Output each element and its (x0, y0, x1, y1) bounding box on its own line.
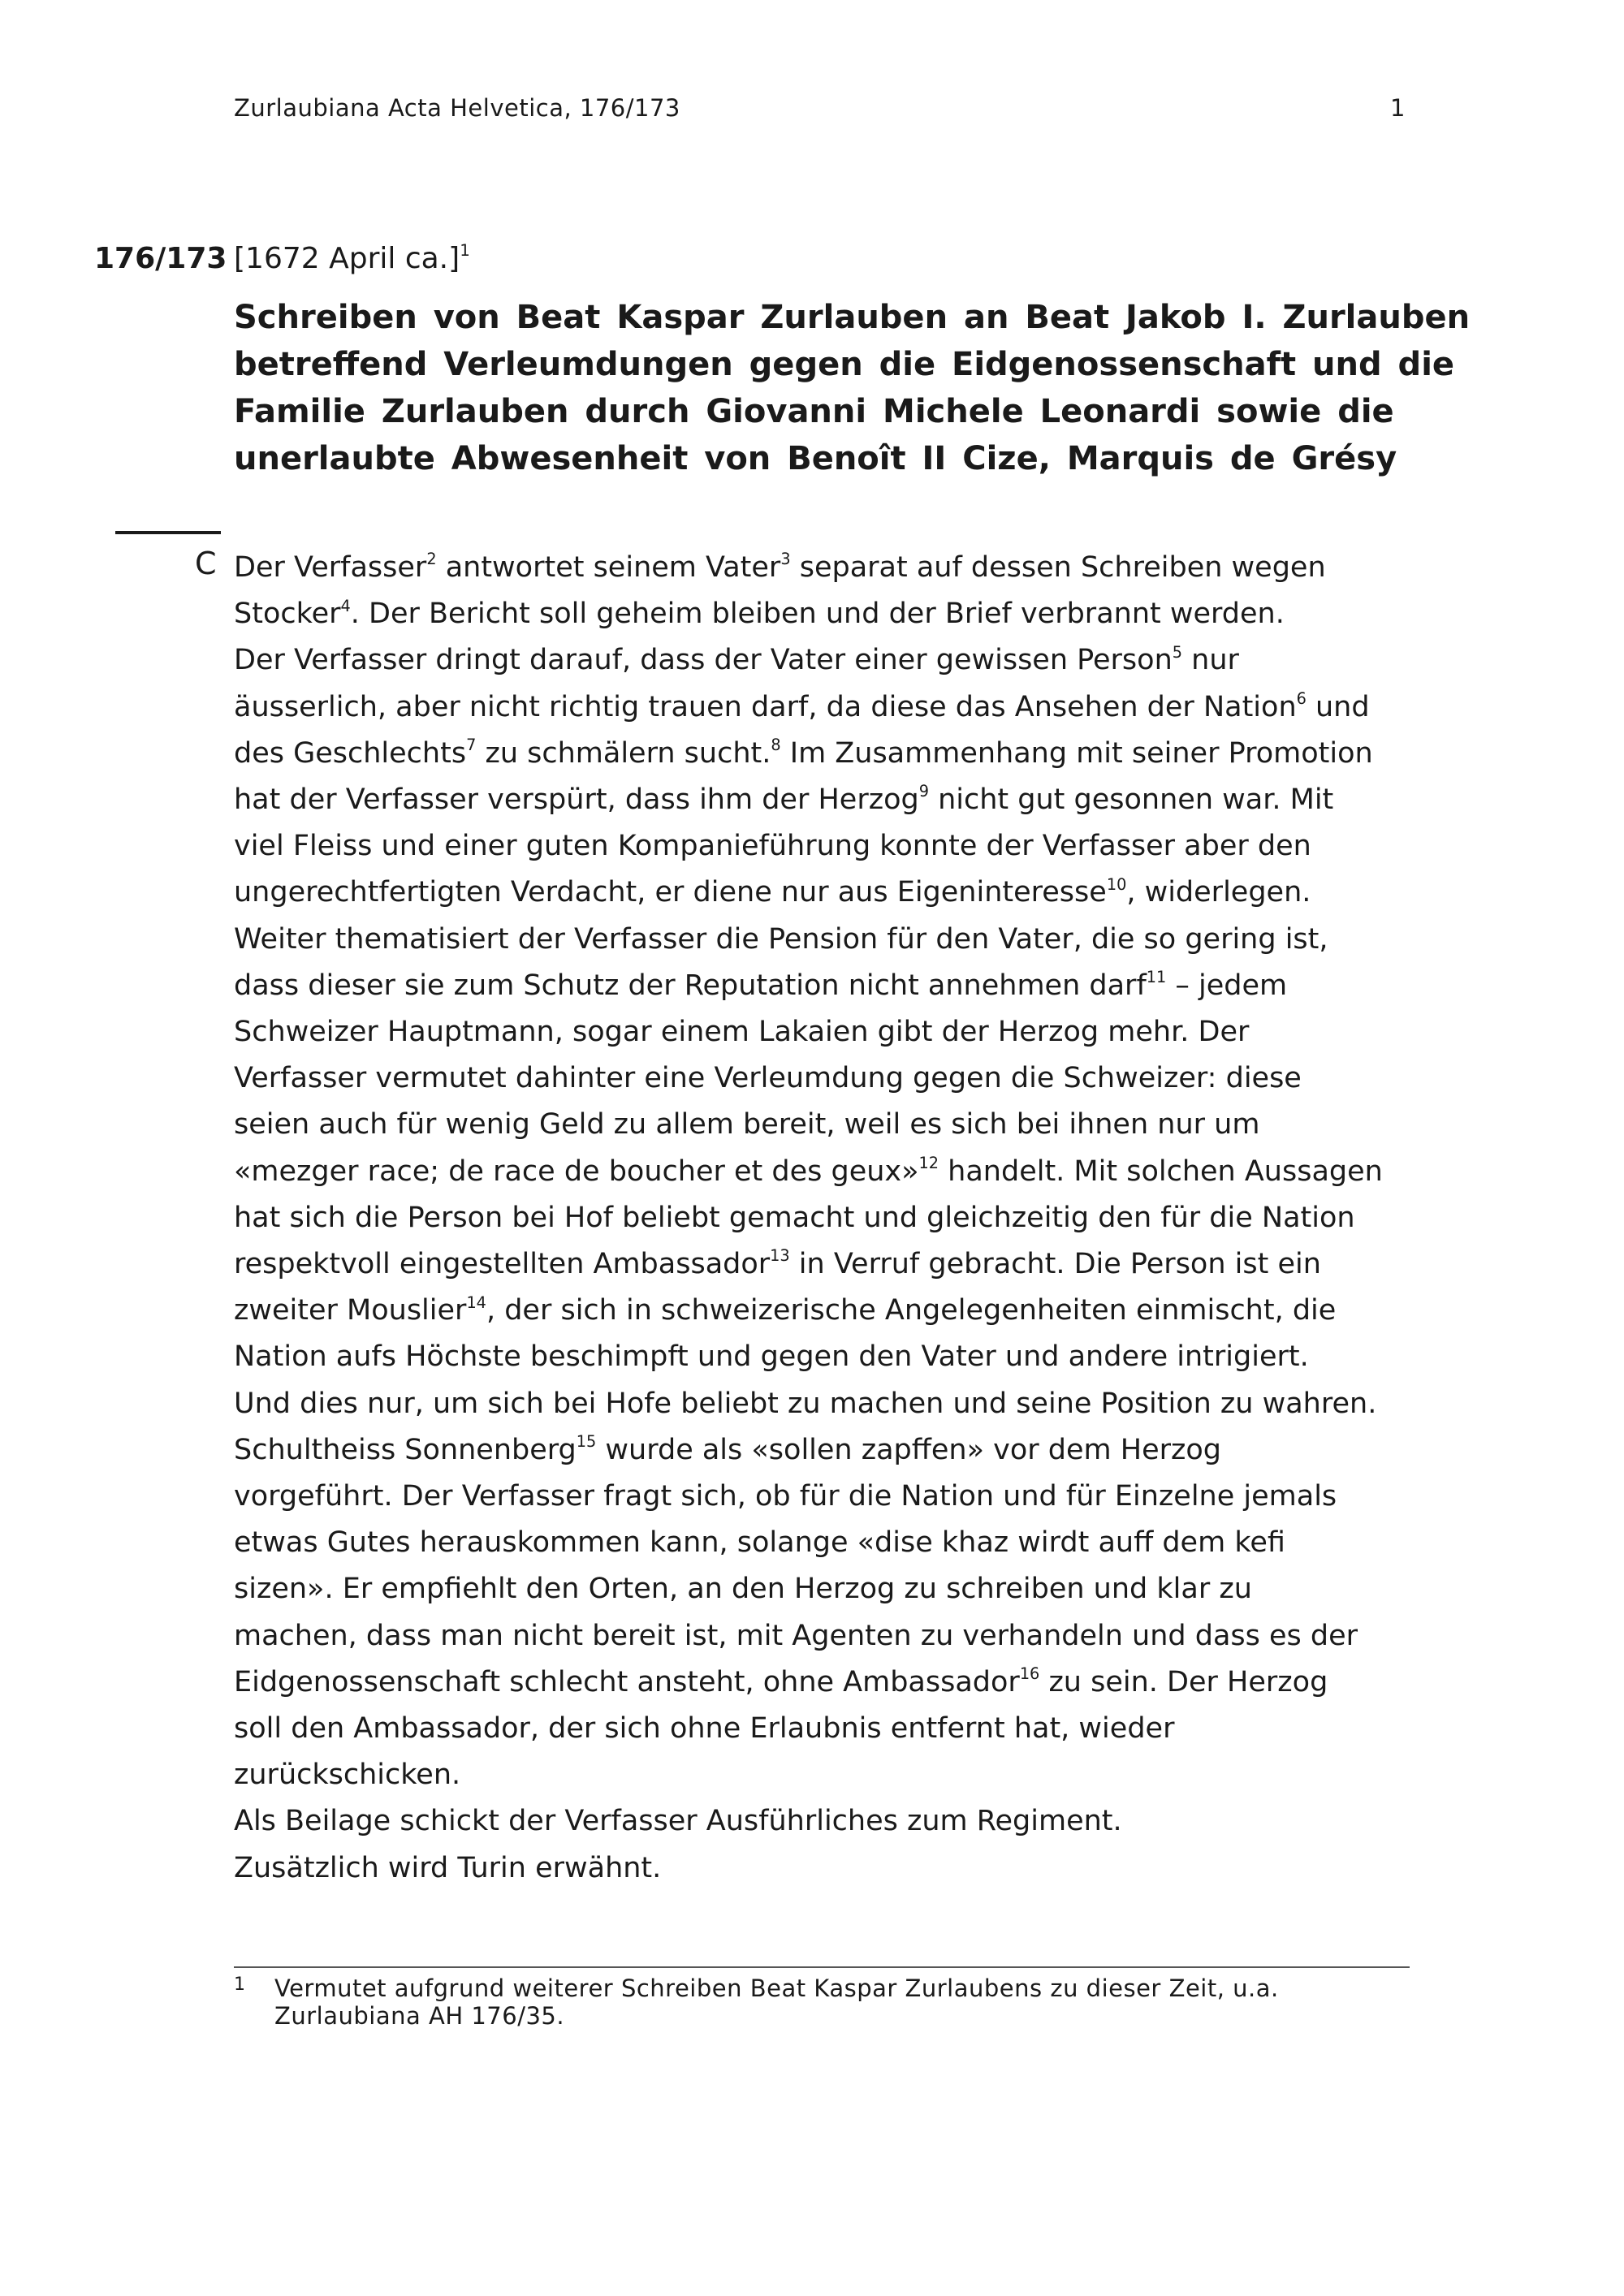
footnote-mark: 1 (234, 1974, 245, 1995)
body-line (234, 1055, 1419, 1102)
footnote-reference[interactable]: 1 (460, 241, 470, 261)
footnote-reference[interactable]: 16 (1019, 1664, 1040, 1684)
section-marker: C (195, 546, 217, 581)
title-line: unerlaubte Abwesenheit von Benoît II Cize, Marquis de Grésy (234, 440, 1397, 477)
body-line (234, 591, 1419, 637)
body-line (234, 1659, 1419, 1706)
body-line (234, 917, 1419, 963)
footnote-text (274, 1974, 1411, 2030)
body-line (234, 870, 1419, 916)
body-line (234, 1102, 1419, 1148)
body-line (234, 1288, 1419, 1334)
title-line: Schreiben von Beat Kaspar Zurlauben an Beat Jakob I. Zurlauben (234, 299, 1471, 336)
footnote-reference[interactable]: 13 (770, 1246, 790, 1266)
body-text-segment: Der Verfasser (234, 551, 427, 584)
body-text-segment: Und dies nur, um sich bei Hofe beliebt zu machen und seine Position zu wahren. (234, 1387, 1377, 1420)
body-line (234, 1009, 1419, 1055)
body-text-segment: «mezger race; de race de boucher et des geux» (234, 1154, 919, 1188)
body-text-segment: Verfasser vermutet dahinter eine Verleumdung gegen die Schweizer: diese (234, 1062, 1302, 1095)
body-line (234, 1474, 1419, 1520)
section-divider (115, 531, 221, 534)
body-text-segment: handelt. Mit solchen Aussagen (939, 1154, 1383, 1188)
body-text-segment: seien auch für wenig Geld zu allem bereit, weil es sich bei ihnen nur um (234, 1108, 1260, 1142)
body-line (234, 963, 1419, 1009)
body-line (234, 1706, 1419, 1752)
body-text-segment: Als Beilage schickt der Verfasser Ausführliches zum Regiment. (234, 1805, 1122, 1838)
body-text-segment: Eidgenossenschaft schlecht ansteht, ohne Ambassador (234, 1665, 1020, 1698)
footnote-reference[interactable]: 4 (340, 596, 351, 615)
entry-date (234, 242, 470, 275)
body-text-segment: in Verruf gebracht. Die Person ist ein (789, 1248, 1321, 1281)
footnote-reference[interactable]: 2 (426, 550, 437, 569)
body-text-segment: etwas Gutes herauskommen kann, solange «dise khaz wirdt auff dem kefi (234, 1526, 1285, 1560)
footnote-reference[interactable]: 8 (771, 736, 781, 755)
body-text-segment: , der sich in schweizerische Angelegenheiten einmischt, die (486, 1294, 1337, 1327)
running-title: Zurlaubiana Acta Helvetica, 176/173 (234, 94, 680, 122)
body-text-segment: , widerlegen. (1126, 876, 1311, 909)
footnote-reference[interactable]: 11 (1146, 968, 1167, 987)
body-text-segment: Im Zusammenhang mit seiner Promotion (780, 736, 1373, 770)
footnote-reference[interactable]: 12 (918, 1154, 939, 1173)
body-line (234, 1566, 1419, 1612)
footnote-reference[interactable]: 6 (1296, 689, 1307, 709)
footnote-reference[interactable]: 9 (918, 782, 929, 801)
title-line: betreffend Verleumdungen gegen die Eidgenossenschaft und die (234, 346, 1455, 383)
body-text-segment: antwortet seinem Vater (436, 551, 781, 584)
body-line (234, 1845, 1419, 1892)
body-line (234, 1241, 1419, 1288)
body-text-segment: respektvoll eingestellten Ambassador (234, 1248, 771, 1281)
body-line (234, 823, 1419, 870)
body-text-segment: hat sich die Person bei Hof beliebt gemacht und gleichzeitig den für die Nation (234, 1201, 1355, 1234)
body-text-segment: Schultheiss Sonnenberg (234, 1433, 577, 1466)
footnote-reference[interactable]: 15 (576, 1432, 597, 1452)
body-text-segment: zweiter Mouslier (234, 1294, 467, 1327)
footnote-separator (234, 1966, 1410, 1968)
body-text-segment: Weiter thematisiert der Verfasser die Pension für den Vater, die so gering ist, (234, 922, 1328, 956)
body-text-segment: Zusätzlich wird Turin erwähnt. (234, 1851, 662, 1884)
body-line (234, 1798, 1419, 1845)
entry-title (234, 294, 1471, 482)
body-text-segment: ungerechtfertigten Verdacht, er diene nur aus Eigeninteresse (234, 876, 1107, 909)
footnote-reference[interactable]: 14 (466, 1293, 486, 1312)
footnote-line: Zurlaubiana AH 176/35. (274, 2002, 565, 2030)
body-text-segment: zurückschicken. (234, 1759, 461, 1792)
body-text-segment: sizen». Er empfiehlt den Orten, an den Herzog zu schreiben und klar zu (234, 1573, 1252, 1606)
title-line: Familie Zurlauben durch Giovanni Michele Leonardi sowie die (234, 393, 1394, 430)
body-text-segment: machen, dass man nicht bereit ist, mit Agenten zu verhandeln und dass es der (234, 1619, 1358, 1652)
body-text-segment: äusserlich, aber nicht richtig trauen darf, da diese das Ansehen der Nation (234, 690, 1297, 723)
footnote-line: Vermutet aufgrund weiterer Schreiben Beat Kaspar Zurlaubens zu dieser Zeit, u.a. (274, 1974, 1279, 2002)
body-text-segment: dass dieser sie zum Schutz der Reputation nicht annehmen darf (234, 969, 1147, 1002)
body-text-segment: hat der Verfasser verspürt, dass ihm der Herzog (234, 783, 919, 817)
body-line (234, 1520, 1419, 1566)
body-line (234, 1613, 1419, 1659)
footnote-reference[interactable]: 5 (1172, 642, 1183, 662)
summary-text (234, 545, 1419, 1892)
body-text-segment: des Geschlechts (234, 736, 467, 770)
body-line (234, 731, 1419, 777)
entry-date-text: [1672 April ca.] (234, 242, 460, 275)
body-line (234, 545, 1419, 591)
body-text-segment: Nation aufs Höchste beschimpft und gegen den Vater und andere intrigiert. (234, 1340, 1309, 1374)
body-text-segment: . Der Bericht soll geheim bleiben und der Brief verbrannt werden. (350, 598, 1285, 631)
body-text-segment: nicht gut gesonnen war. Mit (928, 783, 1334, 817)
body-text-segment: nur (1182, 644, 1239, 677)
body-line (234, 1334, 1419, 1380)
body-text-segment: und (1306, 690, 1370, 723)
body-line (234, 684, 1419, 731)
entry-number: 176/173 (94, 242, 227, 275)
body-text-segment: vorgeführt. Der Verfasser fragt sich, ob für die Nation und für Einzelne jemals (234, 1480, 1337, 1513)
body-line (234, 1752, 1419, 1798)
body-text-segment: Der Verfasser dringt darauf, dass der Vater einer gewissen Person (234, 644, 1173, 677)
body-text-segment: viel Fleiss und einer guten Kompanieführung konnte der Verfasser aber den (234, 830, 1311, 863)
body-line (234, 1195, 1419, 1241)
body-text-segment: – jedem (1166, 969, 1288, 1002)
page-number: 1 (1390, 94, 1406, 122)
footnote-reference[interactable]: 7 (466, 736, 477, 755)
body-text-segment: soll den Ambassador, der sich ohne Erlaubnis entfernt hat, wieder (234, 1712, 1175, 1746)
body-text-segment: Schweizer Hauptmann, sogar einem Lakaien gibt der Herzog mehr. Der (234, 1016, 1250, 1049)
body-line (234, 1427, 1419, 1474)
body-text-segment: zu schmälern sucht. (476, 736, 771, 770)
body-line (234, 1149, 1419, 1195)
body-text-segment: wurde als «sollen zapffen» vor dem Herzog (596, 1433, 1221, 1466)
body-line (234, 777, 1419, 823)
body-text-segment: separat auf dessen Schreiben wegen (790, 551, 1326, 584)
body-line (234, 637, 1419, 684)
footnote-reference[interactable]: 3 (780, 550, 791, 569)
body-text-segment: Stocker (234, 598, 341, 631)
body-text-segment: zu sein. Der Herzog (1039, 1665, 1328, 1698)
body-line (234, 1381, 1419, 1427)
footnote-reference[interactable]: 10 (1106, 874, 1127, 894)
